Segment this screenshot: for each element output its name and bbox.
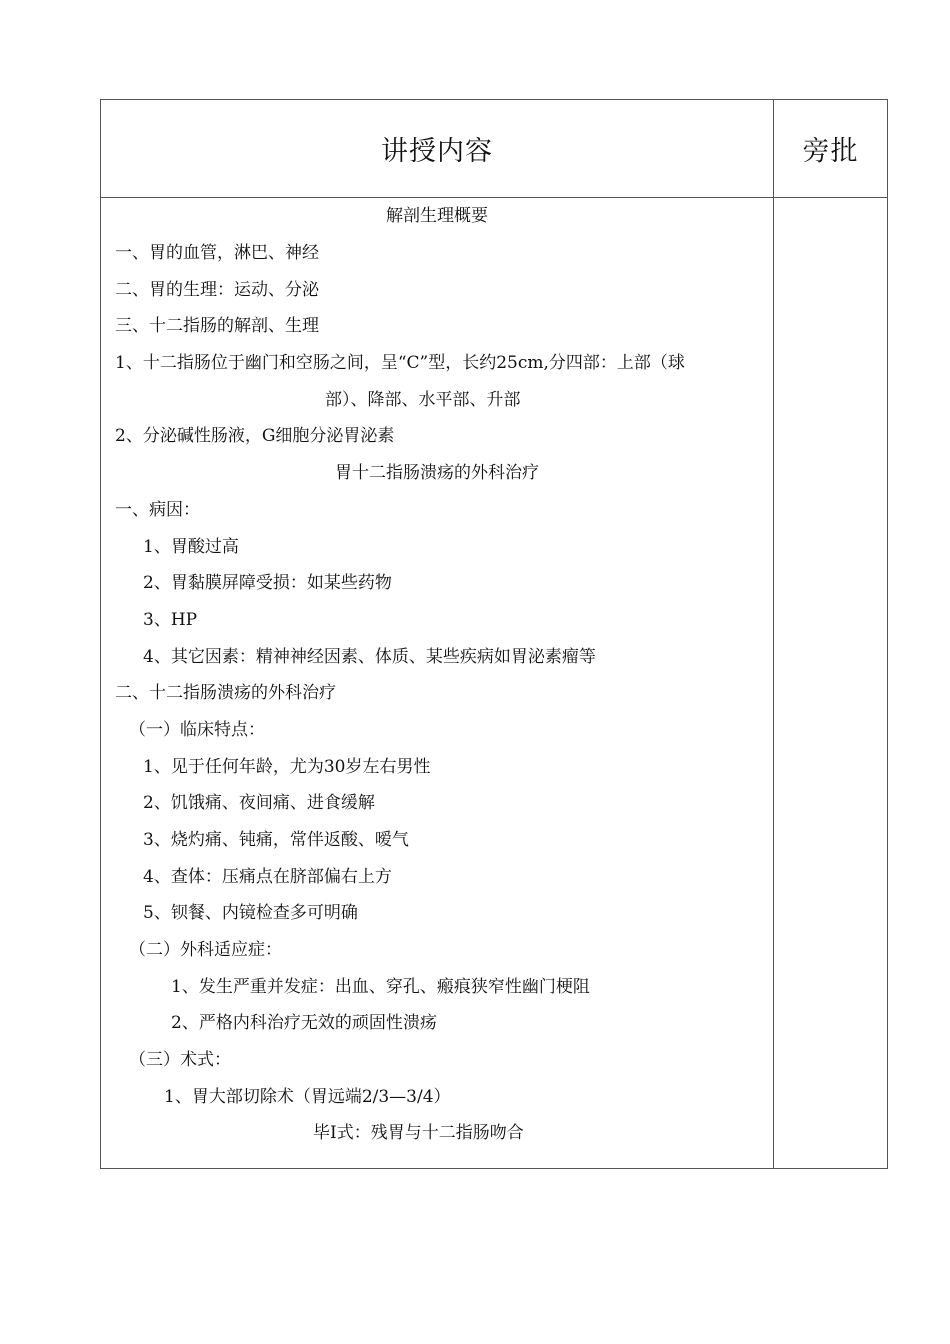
content-line: 3、烧灼痛、钝痛，常伴返酸、嗳气 [143,830,409,850]
content-line: 4、查体：压痛点在脐部偏右上方 [143,867,392,887]
content-line: 1、发生严重并发症：出血、穿孔、瘢痕狭窄性幽门梗阻 [171,977,590,997]
notes-column-header: 旁批 [802,136,859,167]
section-title: 胃十二指肠溃疡的外科治疗 [335,463,539,483]
content-line: 1、见于任何年龄，尤为30岁左右男性 [143,757,431,777]
content-line: 2、胃黏膜屏障受损：如某些药物 [143,573,392,593]
content-line: 4、其它因素：精神神经因素、体质、某些疾病如胃泌素瘤等 [143,647,596,667]
section-title: 解剖生理概要 [386,206,488,226]
content-line: 2、饥饿痛、夜间痛、进食缓解 [143,793,375,813]
content-line: 2、分泌碱性肠液，G细胞分泌胃泌素 [115,426,395,446]
content-line: 三、十二指肠的解剖、生理 [115,316,319,336]
content-line: 一、病因： [115,500,200,520]
notes-cell [774,198,887,1168]
content-line: （一）临床特点： [129,720,265,740]
content-column-header: 讲授内容 [381,136,493,167]
content-line: 1、胃酸过高 [143,537,239,557]
content-line: 3、HP [143,610,198,630]
content-line: 部）、降部、水平部、升部 [325,390,521,410]
content-line: 毕I式：残胃与十二指肠吻合 [313,1123,524,1143]
content-line: 一、胃的血管，淋巴、神经 [115,243,319,263]
lecture-table [100,99,888,1169]
content-line: 2、严格内科治疗无效的顽固性溃疡 [171,1013,437,1033]
content-line: 1、十二指肠位于幽门和空肠之间，呈“C”型，长约25cm,分四部：上部（球 [115,353,685,373]
content-line: （二）外科适应症： [129,940,282,960]
lecture-content-cell [101,198,773,1168]
content-line: 二、胃的生理：运动、分泌 [115,280,319,300]
content-line: 二、十二指肠溃疡的外科治疗 [115,683,336,703]
content-line: （三）术式： [129,1050,231,1070]
content-line: 1、胃大部切除术（胃远端2/3—3/4） [164,1087,451,1107]
content-line: 5、钡餐、内镜检查多可明确 [143,903,358,923]
